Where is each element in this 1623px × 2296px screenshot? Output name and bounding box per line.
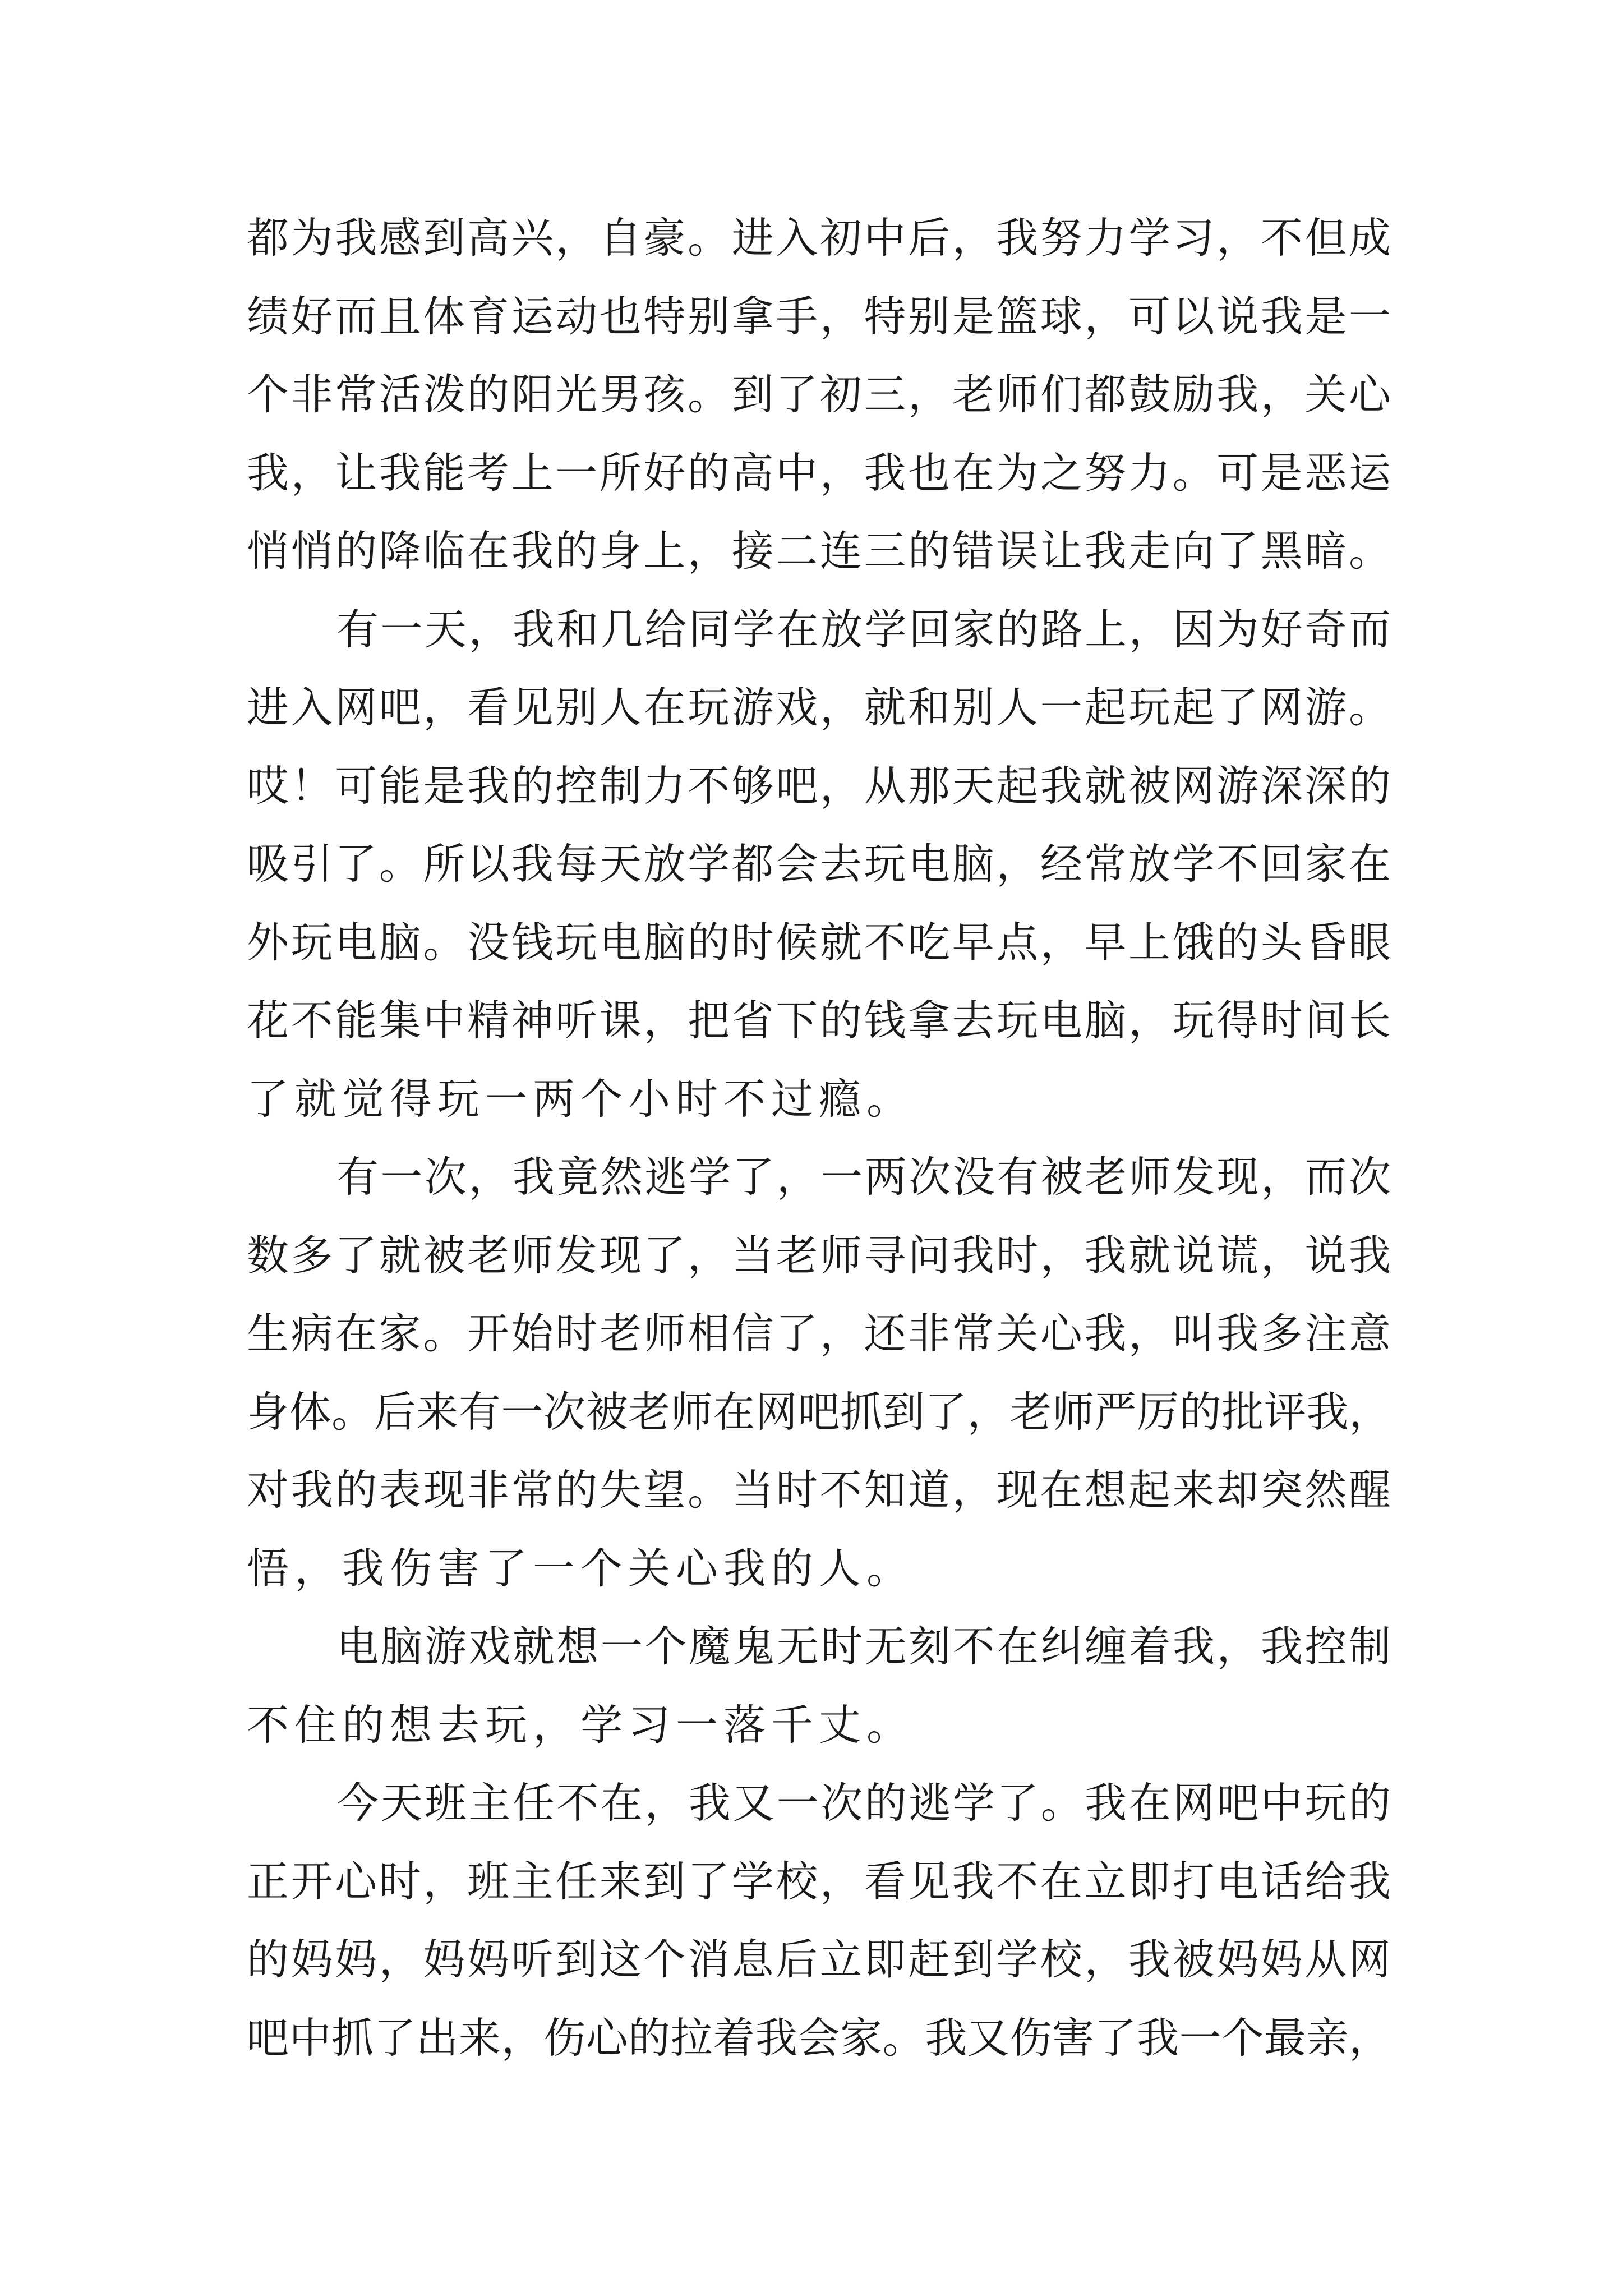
text-line: 身体。后来有一次被老师在网吧抓到了，老师严厉的批评我， — [247, 1387, 1391, 1437]
body-text — [247, 199, 1391, 2077]
text-line: 外玩电脑。没钱玩电脑的时候就不吃早点，早上饿的头昏眼 — [247, 917, 1391, 967]
text-line: 正开心时，班主任来到了学校，看见我不在立即打电话给我 — [247, 1856, 1391, 1906]
text-line: 数多了就被老师发现了，当老师寻问我时，我就说谎，说我 — [247, 1230, 1391, 1280]
text-line: 进入网吧，看见别人在玩游戏，就和别人一起玩起了网游。 — [247, 683, 1391, 732]
paragraph-last-line: 不住的想去玩，学习一落千丈。 — [247, 1700, 915, 1750]
text-line: 哎！可能是我的控制力不够吧，从那天起我就被网游深深的 — [247, 761, 1391, 811]
text-line: 绩好而且体育运动也特别拿手，特别是篮球，可以说我是一 — [247, 291, 1391, 341]
paragraph-first-line: 有一次，我竟然逃学了，一两次没有被老师发现，而次 — [336, 1152, 1391, 1202]
paragraph-last-line: 了就觉得玩一两个小时不过瘾。 — [247, 1074, 915, 1124]
text-line: 对我的表现非常的失望。当时不知道，现在想起来却突然醒 — [247, 1465, 1391, 1515]
paragraph-last-line: 悟，我伤害了一个关心我的人。 — [247, 1543, 915, 1593]
text-line: 吸引了。所以我每天放学都会去玩电脑，经常放学不回家在 — [247, 839, 1391, 889]
text-line: 个非常活泼的阳光男孩。到了初三，老师们都鼓励我，关心 — [247, 370, 1391, 419]
text-line: 花不能集中精神听课，把省下的钱拿去玩电脑，玩得时间长 — [247, 996, 1391, 1045]
text-line: 我，让我能考上一所好的高中，我也在为之努力。可是恶运 — [247, 448, 1391, 498]
text-line: 都为我感到高兴，自豪。进入初中后，我努力学习，不但成 — [247, 213, 1391, 263]
text-line: 吧中抓了出来，伤心的拉着我会家。我又伤害了我一个最亲， — [247, 2013, 1391, 2063]
text-line: 生病在家。开始时老师相信了，还非常关心我，叫我多注意 — [247, 1309, 1391, 1358]
paragraph-first-line: 电脑游戏就想一个魔鬼无时无刻不在纠缠着我，我控制 — [336, 1622, 1391, 1671]
text-line: 悄悄的降临在我的身上，接二连三的错误让我走向了黑暗。 — [247, 526, 1391, 576]
paragraph-first-line: 今天班主任不在，我又一次的逃学了。我在网吧中玩的 — [336, 1778, 1391, 1828]
text-line: 的妈妈，妈妈听到这个消息后立即赶到学校，我被妈妈从网 — [247, 1935, 1391, 1984]
paragraph-first-line: 有一天，我和几给同学在放学回家的路上，因为好奇而 — [336, 604, 1391, 654]
